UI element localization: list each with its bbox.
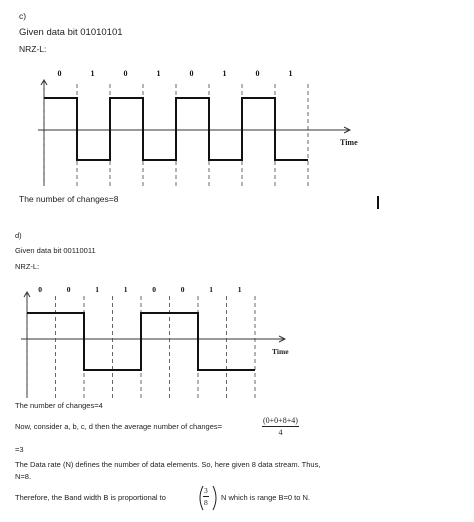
bit-label: 1 [123,285,128,294]
bit-label: 1 [156,69,161,78]
average-denominator: 4 [278,428,283,437]
datarate-line-2: N=8. [15,472,32,481]
bit-label: 0 [38,285,42,294]
bit-label: 1 [90,69,95,78]
bit-label: 0 [152,285,156,294]
bandwidth-denominator: 8 [204,498,208,507]
part-c-label: c) [19,11,27,21]
part-d-time-label: Time [272,347,289,356]
bit-label: 0 [189,69,194,78]
nrz-l-waveform-c [0,60,474,190]
bandwidth-suffix: N which is range B=0 to N. [221,493,311,502]
bit-label: 0 [255,69,260,78]
bandwidth-numerator: 3 [204,486,208,495]
bandwidth-prefix: Therefore, the Band width B is proportional to [15,493,166,502]
nrz-l-waveform-d [0,280,474,400]
average-fraction [262,416,299,437]
bandwidth-fraction [203,486,209,507]
datarate-line-1: The Data rate (N) defines the number of data elements. So, here given 8 data stream. Thus, [15,460,321,469]
part-c-changes: The number of changes=8 [19,194,119,204]
part-c-time-label: Time [340,138,358,147]
bit-label: 0 [180,285,185,294]
signal-line [27,313,255,370]
part-c-given-bits: Given data bit 01010101 [19,27,123,38]
average-result: =3 [15,445,24,454]
average-numerator: (0+0+8+4) [263,416,298,425]
signal-line [44,98,308,160]
bit-label: 0 [66,285,71,294]
part-d-changes: The number of changes=4 [15,401,103,410]
bit-label: 1 [288,69,293,78]
bit-label: 1 [95,285,99,294]
bit-label: 1 [209,285,213,294]
part-d-scheme: NRZ-L: [15,262,40,271]
part-c-scheme: NRZ-L: [19,44,47,54]
bit-label: 1 [237,285,242,294]
part-d-given-bits: Given data bit 00110011 [15,246,96,255]
bit-label: 1 [222,69,227,78]
right-paren [212,485,220,511]
part-d-label: d) [15,231,22,240]
text-cursor [377,196,379,209]
average-text: Now, consider a, b, c, d then the average number of changes= [15,422,223,431]
bit-label: 0 [123,69,128,78]
bit-label: 0 [57,69,62,78]
